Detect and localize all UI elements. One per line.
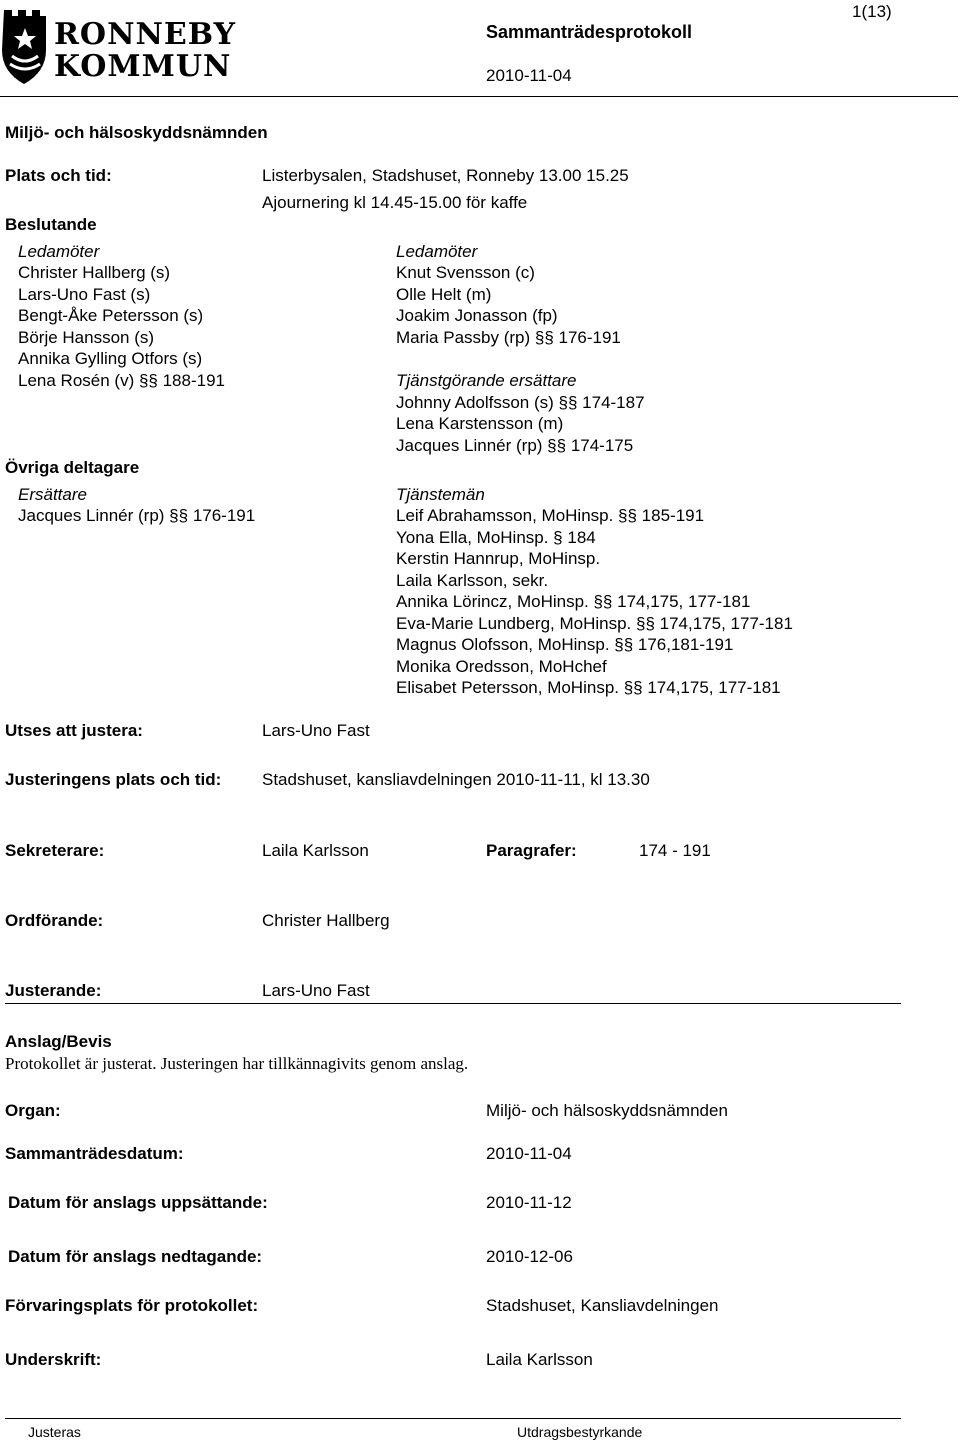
footer-utdragsbestyrkande: Utdragsbestyrkande <box>517 1424 643 1440</box>
footer-divider <box>5 1418 901 1419</box>
official: Laila Karlsson, sekr. <box>396 571 549 590</box>
adjust-place-value: Stadshuset, kansliavdelningen 2010-11-11, kl 13.30 <box>262 770 650 789</box>
ronneby-kommun-logo <box>2 6 237 86</box>
member-right: Maria Passby (rp) §§ 176-191 <box>396 328 621 347</box>
place-time-label: Plats och tid: <box>5 166 112 185</box>
member-left: Börje Hansson (s) <box>18 328 155 347</box>
page-number: 1(13) <box>852 2 892 21</box>
chair-value: Christer Hallberg <box>262 911 390 930</box>
signature-label: Underskrift: <box>5 1350 102 1369</box>
substitute: Johnny Adolfsson (s) §§ 174-187 <box>396 393 645 412</box>
alternate: Jacques Linnér (rp) §§ 176-191 <box>18 506 256 525</box>
member-left: Lars-Uno Fast (s) <box>18 285 151 304</box>
chair-label: Ordförande: <box>5 911 104 930</box>
substitute: Lena Karstensson (m) <box>396 414 564 433</box>
official: Eva-Marie Lundberg, MoHinsp. §§ 174,175, 177-181 <box>396 614 793 633</box>
officials-heading: Tjänstemän <box>396 485 485 504</box>
committee-name: Miljö- och hälsoskyddsnämnden <box>5 123 268 142</box>
official: Leif Abrahamsson, MoHinsp. §§ 185-191 <box>396 506 705 525</box>
adjuster-label: Utses att justera: <box>5 721 143 740</box>
notice-heading: Anslag/Bevis <box>5 1032 112 1051</box>
member-right: Olle Helt (m) <box>396 285 492 304</box>
document-type: Sammanträdesprotokoll <box>486 22 693 42</box>
signature-divider <box>5 1003 901 1004</box>
organ-value: Miljö- och hälsoskyddsnämnden <box>486 1101 728 1120</box>
header-date: 2010-11-04 <box>486 66 572 85</box>
members-left-heading: Ledamöter <box>18 242 100 261</box>
signature-value: Laila Karlsson <box>486 1350 593 1369</box>
members-right-heading: Ledamöter <box>396 242 478 261</box>
member-right: Knut Svensson (c) <box>396 263 535 282</box>
adjuster-value: Lars-Uno Fast <box>262 721 370 740</box>
decision-makers-heading: Beslutande <box>5 215 97 234</box>
organ-label: Organ: <box>5 1101 61 1120</box>
posting-date-label: Datum för anslags uppsättande: <box>8 1193 268 1212</box>
coat-of-arms-icon <box>2 6 48 84</box>
meeting-date-value: 2010-11-04 <box>486 1144 572 1163</box>
logo-line2: KOMMUN <box>54 49 232 84</box>
member-left: Christer Hallberg (s) <box>18 263 171 282</box>
paragraphs-value: 174 - 191 <box>639 841 711 860</box>
header-divider <box>0 96 958 97</box>
removal-date-value: 2010-12-06 <box>486 1247 573 1266</box>
member-right: Joakim Jonasson (fp) <box>396 306 558 325</box>
official: Elisabet Petersson, MoHinsp. §§ 174,175, 177-181 <box>396 678 781 697</box>
adjust-place-label: Justeringens plats och tid: <box>5 770 222 789</box>
official: Magnus Olofsson, MoHinsp. §§ 176,181-191 <box>396 635 734 654</box>
paragraphs-label: Paragrafer: <box>486 841 577 860</box>
official: Annika Lörincz, MoHinsp. §§ 174,175, 177-181 <box>396 592 751 611</box>
storage-value: Stadshuset, Kansliavdelningen <box>486 1296 719 1315</box>
official: Monika Oredsson, MoHchef <box>396 657 607 676</box>
footer-justeras: Justeras <box>28 1424 81 1440</box>
adjusting-label: Justerande: <box>5 981 102 1000</box>
adjournment-note: Ajournering kl 14.45-15.00 för kaffe <box>262 193 528 212</box>
official: Yona Ella, MoHinsp. § 184 <box>396 528 596 547</box>
official: Kerstin Hannrup, MoHinsp. <box>396 549 601 568</box>
removal-date-label: Datum för anslags nedtagande: <box>8 1247 263 1266</box>
secretary-value: Laila Karlsson <box>262 841 369 860</box>
secretary-label: Sekreterare: <box>5 841 105 860</box>
alternates-heading: Ersättare <box>18 485 87 504</box>
adjusting-value: Lars-Uno Fast <box>262 981 370 1000</box>
member-left: Bengt-Åke Petersson (s) <box>18 306 204 325</box>
other-participants-heading: Övriga deltagare <box>5 458 140 477</box>
place-time-value: Listerbysalen, Stadshuset, Ronneby 13.00 15.25 <box>262 166 629 185</box>
substitute: Jacques Linnér (rp) §§ 174-175 <box>396 436 634 455</box>
substitutes-heading: Tjänstgörande ersättare <box>396 371 577 390</box>
posting-date-value: 2010-11-12 <box>486 1193 572 1212</box>
notice-text: Protokollet är justerat. Justeringen har tillkännagivits genom anslag. <box>5 1054 469 1073</box>
storage-label: Förvaringsplats för protokollet: <box>5 1296 259 1315</box>
meeting-date-label: Sammanträdesdatum: <box>5 1144 184 1163</box>
member-left: Lena Rosén (v) §§ 188-191 <box>18 371 225 390</box>
logo-line1: RONNEBY <box>54 17 237 52</box>
member-left: Annika Gylling Otfors (s) <box>18 349 203 368</box>
